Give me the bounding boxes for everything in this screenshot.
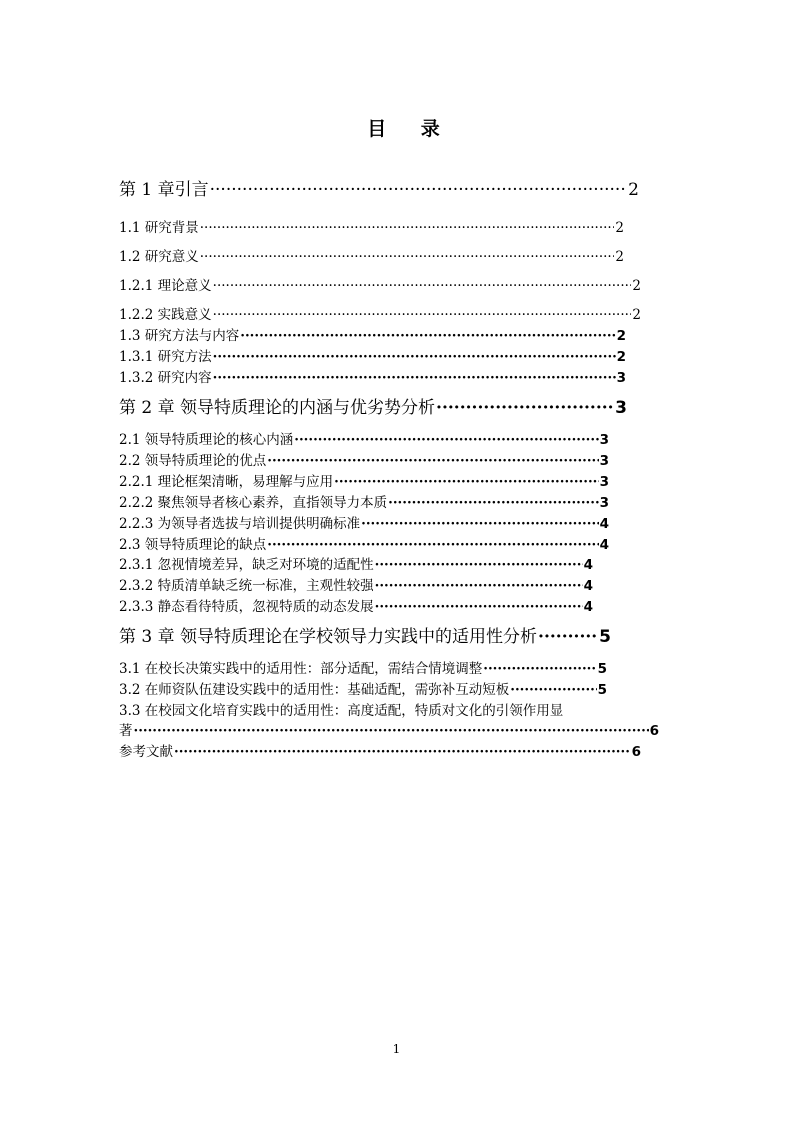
toc-entry-references[interactable] <box>119 746 641 760</box>
toc-entry-1-2-1[interactable] <box>119 280 641 294</box>
toc-page-number: 2 <box>615 220 624 236</box>
toc-entry-text: 第 2 章 领导特质理论的内涵与优劣势分析 <box>119 398 436 418</box>
toc-entry-2-3[interactable] <box>119 539 609 553</box>
toc-page-number: 4 <box>583 557 593 573</box>
toc-entry-3-3[interactable] <box>119 701 659 741</box>
toc-entry-2-2-2[interactable] <box>119 497 609 511</box>
toc-leader-dots <box>510 684 596 698</box>
toc-entry-text: 第 1 章引言 <box>119 180 209 200</box>
toc-entry-text: 1.3.2 研究内容 <box>119 370 212 386</box>
toc-entry-1-3[interactable] <box>119 330 626 344</box>
toc-page-number: 3 <box>599 432 609 448</box>
toc-entry-text: 2.3.3 静态看待特质，忽视特质的动态发展 <box>119 599 374 615</box>
toc-page-number: 2 <box>632 307 641 323</box>
toc-entry-2-2[interactable] <box>119 455 609 469</box>
toc-leader-dots <box>213 351 616 365</box>
toc-chapter-3[interactable] <box>119 629 611 646</box>
toc-leader-dots <box>388 497 598 511</box>
toc-entry-text: 2.3 领导特质理论的缺点 <box>119 537 267 553</box>
toc-leader-dots <box>375 601 583 615</box>
toc-entry-text: 第 3 章 领导特质理论在学校领导力实践中的适用性分析 <box>119 627 538 647</box>
toc-leader-dots <box>267 539 598 553</box>
toc-page-number: 6 <box>649 723 659 739</box>
toc-entry-2-2-3[interactable] <box>119 518 609 532</box>
toc-entry-text: 2.2.1 理论框架清晰，易理解与应用 <box>119 474 334 490</box>
toc-entry-text: 1.2.1 理论意义 <box>119 278 212 294</box>
toc-entry-text: 2.2 领导特质理论的优点 <box>119 453 267 469</box>
toc-entry-text: 1.3 研究方法与内容 <box>119 328 240 344</box>
toc-entry-text-continued: 著 <box>119 723 133 739</box>
toc-entry-text: 3.2 在师资队伍建设实践中的适用性：基础适配，需弥补互动短板 <box>119 682 510 698</box>
toc-entry-2-3-2[interactable] <box>119 580 593 594</box>
toc-leader-dots <box>267 455 598 469</box>
toc-leader-dots <box>213 309 632 323</box>
toc-entry-1-3-2[interactable] <box>119 372 626 386</box>
toc-page-number: 2 <box>628 180 639 200</box>
toc-entry-2-3-3[interactable] <box>119 601 593 615</box>
toc-leader-dots <box>200 222 615 236</box>
toc-entry-1-1[interactable] <box>119 222 624 236</box>
toc-entry-text: 2.1 领导特质理论的核心内涵 <box>119 432 294 448</box>
toc-leader-dots <box>538 629 598 646</box>
toc-leader-dots <box>200 251 615 265</box>
toc-entry-text: 2.3.2 特质清单缺乏统一标准，主观性较强 <box>119 578 374 594</box>
toc-entry-text: 1.1 研究背景 <box>119 220 199 236</box>
toc-page-number: 3 <box>616 370 626 386</box>
toc-entry-1-2[interactable] <box>119 251 624 265</box>
toc-entry-text: 1.2.2 实践意义 <box>119 307 212 323</box>
toc-entry-text: 3.3 在校园文化培育实践中的适用性：高度适配，特质对文化的引领作用显 <box>119 703 564 719</box>
toc-page-number: 2 <box>632 278 641 294</box>
toc-chapter-1[interactable] <box>119 182 639 199</box>
toc-leader-dots <box>334 476 598 490</box>
toc-page-number: 6 <box>631 744 641 760</box>
toc-page-number: 2 <box>615 249 624 265</box>
toc-leader-dots <box>375 559 583 573</box>
toc-entry-text: 1.2 研究意义 <box>119 249 199 265</box>
toc-entry-2-1[interactable] <box>119 434 609 448</box>
toc-page-number: 4 <box>599 516 609 532</box>
toc-entry-line2 <box>119 721 659 741</box>
toc-leader-dots <box>483 663 596 677</box>
toc-page-number: 5 <box>597 682 607 698</box>
toc-chapter-2[interactable] <box>119 400 627 417</box>
toc-entry-3-1[interactable] <box>119 663 607 677</box>
toc-entry-text: 3.1 在校长决策实践中的适用性：部分适配，需结合情境调整 <box>119 661 483 677</box>
toc-leader-dots <box>210 182 628 199</box>
toc-entry-text: 1.3.1 研究方法 <box>119 349 212 365</box>
toc-page-number: 3 <box>599 474 609 490</box>
toc-entry-2-3-1[interactable] <box>119 559 593 573</box>
toc-entry-1-3-1[interactable] <box>119 351 626 365</box>
toc-leader-dots <box>375 580 583 594</box>
toc-page-number: 4 <box>583 599 593 615</box>
toc-leader-dots <box>213 280 632 294</box>
toc-page-number: 3 <box>615 398 627 418</box>
toc-page-number: 4 <box>599 537 609 553</box>
toc-leader-dots <box>134 721 649 741</box>
toc-page-number: 3 <box>599 495 609 511</box>
toc-page-number: 2 <box>616 328 626 344</box>
toc-title: 目 录 <box>367 118 454 140</box>
toc-page-number: 2 <box>616 349 626 365</box>
toc-page-number: 4 <box>583 578 593 594</box>
toc-leader-dots <box>294 434 598 448</box>
toc-leader-dots <box>174 746 631 760</box>
toc-leader-dots <box>361 518 598 532</box>
toc-page-number: 5 <box>599 627 611 647</box>
toc-entry-3-2[interactable] <box>119 684 607 698</box>
toc-entry-text: 参考文献 <box>119 744 173 760</box>
toc-leader-dots <box>436 400 614 417</box>
toc-entry-text: 2.2.3 为领导者选拔与培训提供明确标准 <box>119 516 361 532</box>
toc-page-number: 5 <box>597 661 607 677</box>
toc-entry-text: 2.2.2 聚焦领导者核心素养，直指领导力本质 <box>119 495 388 511</box>
toc-entry-1-2-2[interactable] <box>119 309 641 323</box>
toc-entry-2-2-1[interactable] <box>119 476 609 490</box>
toc-page-number: 3 <box>599 453 609 469</box>
toc-leader-dots <box>213 372 616 386</box>
toc-leader-dots <box>240 330 615 344</box>
footer-page-number: 1 <box>392 1042 401 1056</box>
toc-entry-text: 2.3.1 忽视情境差异，缺乏对环境的适配性 <box>119 557 374 573</box>
